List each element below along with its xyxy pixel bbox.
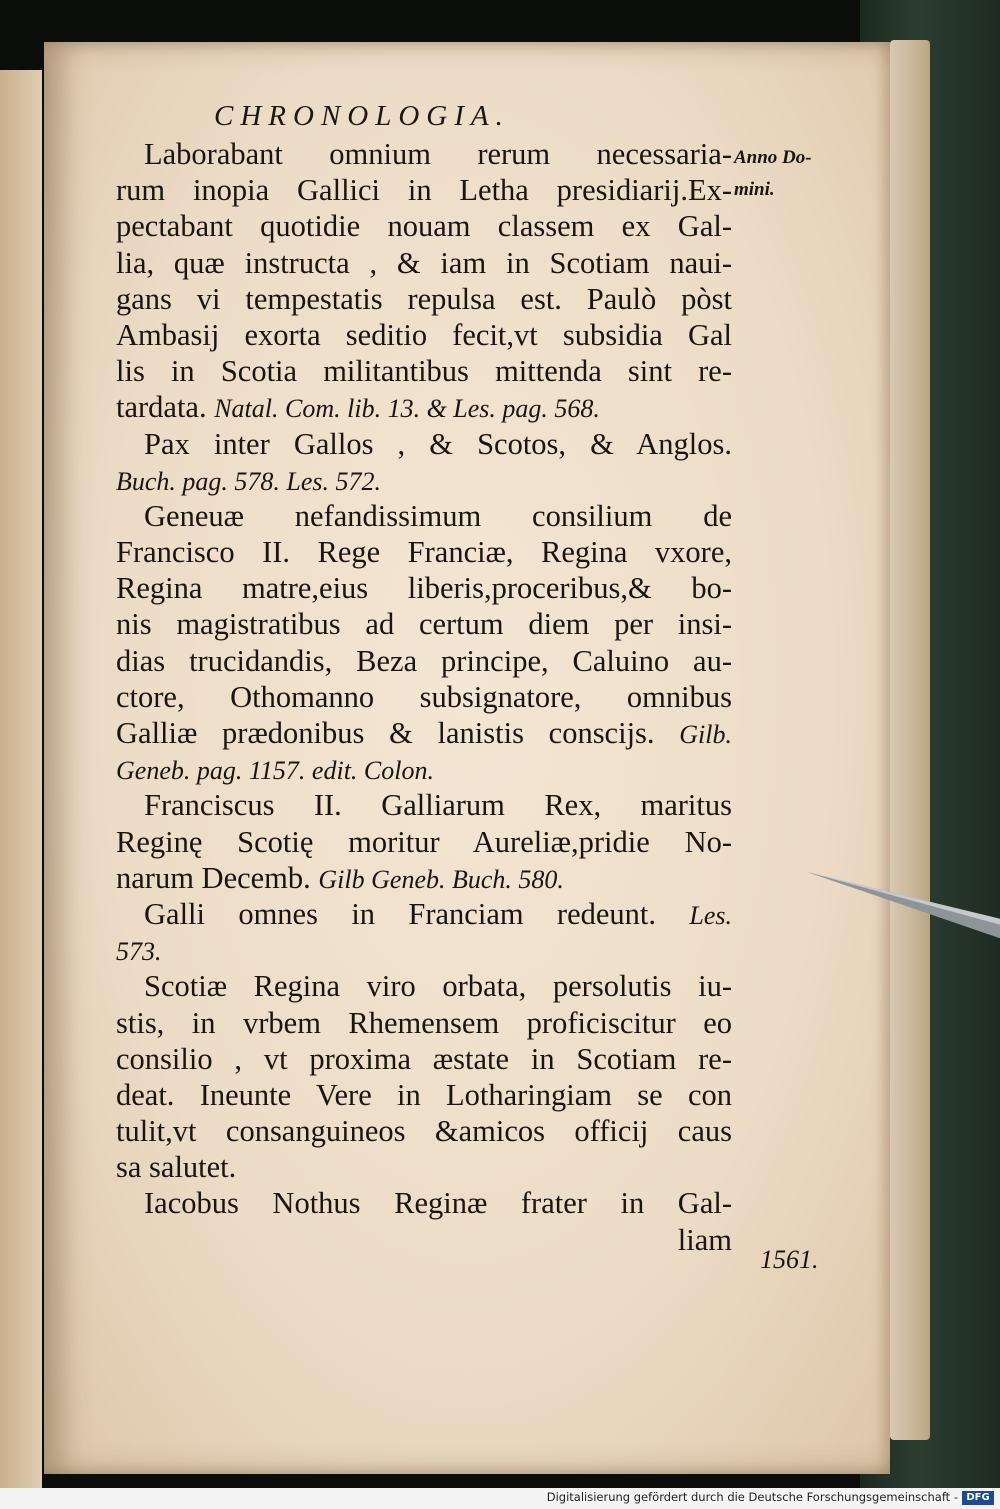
book-page xyxy=(44,42,890,1474)
footer-bar xyxy=(0,1488,1000,1509)
text-line xyxy=(116,462,732,498)
text-line: Reginę Scotię moritur Aureliæ,pridie No- xyxy=(116,824,732,859)
text-fragment: narum Decemb. xyxy=(116,860,311,895)
text-fragment: Galliæ prædonibus & lanistis conscijs. xyxy=(116,716,655,750)
text-line xyxy=(116,389,732,425)
citation: 573. xyxy=(116,937,162,967)
text-line: Francisco II. Rege Franciæ, Regina vxore, xyxy=(116,535,732,570)
text-line: sa salutet. xyxy=(116,1150,237,1185)
text-line: Franciscus II. Galliarum Rex, maritus xyxy=(144,788,732,823)
funding-note: Digitalisierung gefördert durch die Deutsche Forschungsgemeinschaft - xyxy=(546,1490,958,1504)
text-line: Geneuæ nefandissimum consilium de xyxy=(144,498,732,533)
page-pointer-tool xyxy=(805,862,1000,962)
citation: Natal. Com. lib. 13. & Les. pag. 568. xyxy=(214,394,600,424)
margin-year: 1561. xyxy=(760,1245,819,1274)
page-edges xyxy=(890,40,930,1440)
citation: Buch. pag. 578. Les. 572. xyxy=(116,466,382,496)
text-line xyxy=(116,896,732,932)
citation: Geneb. pag. 1157. edit. Colon. xyxy=(116,756,434,786)
text-line: lis in Scotia militantibus mittenda sint re- xyxy=(116,354,732,389)
margin-note-line: Anno Do- xyxy=(734,147,812,168)
text-line: gans vi tempestatis repulsa est. Paulò pòst xyxy=(116,281,732,316)
dfg-logo: DFG xyxy=(962,1491,994,1505)
citation: Gilb Geneb. Buch. 580. xyxy=(318,864,564,894)
body-text xyxy=(116,136,732,1258)
text-line: Iacobus Nothus Reginæ frater in Gal- xyxy=(144,1186,732,1221)
margin-note-line: mini. xyxy=(734,179,775,200)
text-line: pectabant quotidie nouam classem ex Gal- xyxy=(116,209,732,244)
margin-note-anno-domini xyxy=(734,142,844,206)
text-line: Ambasij exorta seditio fecit,vt subsidia Gal xyxy=(116,317,732,352)
text-line xyxy=(116,860,732,896)
text-fragment: Galli omnes in Franciam redeunt. xyxy=(144,896,657,931)
text-line xyxy=(116,715,732,751)
text-line: deat. Ineunte Vere in Lotharingiam se con xyxy=(116,1077,732,1112)
text-line: consilio , vt proxima æstate in Scotiam re- xyxy=(116,1041,732,1076)
text-line xyxy=(116,751,732,787)
text-line: nis magistratibus ad certum diem per insi- xyxy=(116,607,732,642)
text-line: Pax inter Gallos , & Scotos, & Anglos. xyxy=(144,426,732,461)
text-line: tulit,vt consanguineos &amicos officij caus xyxy=(116,1114,732,1149)
text-line xyxy=(116,932,732,968)
text-fragment: tardata. xyxy=(116,390,207,425)
text-line: stis, in vrbem Rhemensem proficiscitur eo xyxy=(116,1005,732,1040)
catchword: liam xyxy=(677,1222,732,1257)
text-line: dias trucidandis, Beza principe, Caluino au- xyxy=(116,643,732,678)
text-line: Regina matre,eius liberis,proceribus,& bo- xyxy=(116,571,732,606)
text-line: ctore, Othomanno subsignatore, omnibus xyxy=(116,679,732,714)
text-line: lia, quæ instructa , & iam in Scotiam naui- xyxy=(116,245,732,280)
text-line: rum inopia Gallici in Letha presidiarij.Ex- xyxy=(116,173,732,208)
previous-page-edge xyxy=(0,70,42,1490)
text-line: Laborabant omnium rerum necessaria- xyxy=(144,137,732,171)
text-line: Scotiæ Regina viro orbata, persolutis iu- xyxy=(144,969,732,1004)
citation: Gilb. xyxy=(679,720,732,749)
citation: Les. xyxy=(689,900,732,930)
running-head: CHRONOLOGIA. xyxy=(214,100,510,132)
